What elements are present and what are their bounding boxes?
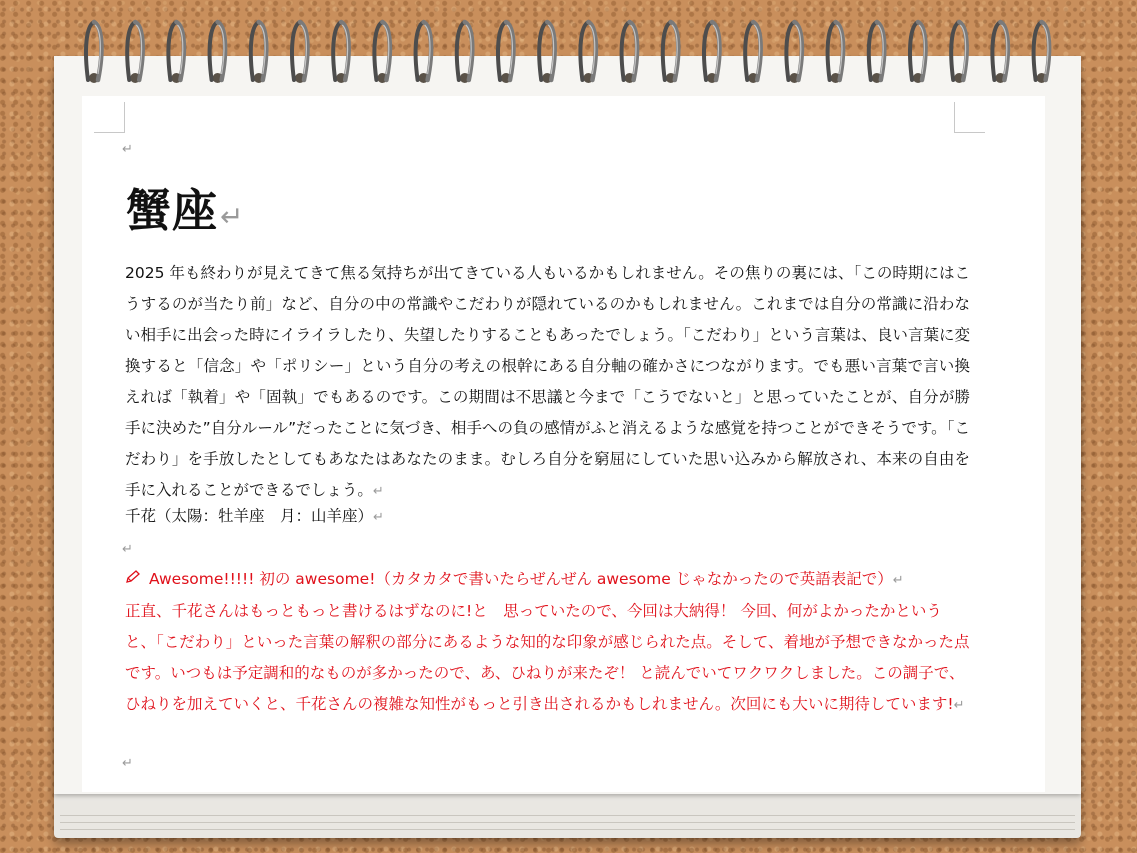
binding-ring xyxy=(745,22,760,83)
empty-paragraph[interactable] xyxy=(122,752,133,772)
title-text: 蟹座 xyxy=(126,184,219,237)
document-title[interactable] xyxy=(126,174,244,239)
paragraph-mark: ↵ xyxy=(373,510,384,525)
binding-ring xyxy=(1034,22,1049,83)
page-edge-line xyxy=(60,822,1075,823)
binding-wire-back xyxy=(539,22,547,80)
document-page xyxy=(82,96,1045,792)
body-text: 2025 年も終わりが見えてきて焦る気持ちが出てきている人もいるかもしれません。その焦りの裏には、「この時期にはこうするのが当たり前」など、自分の中の常識やこだわりが隠れているのかもしれません。これまでは自分の常識に沿わない相手に出会った時にイライラしたり、失望したりすることもあったでしょう。「こだわり」という言葉は、良い言葉に変換すると「信念」や「ポリシー」という自分の考えの根幹にある自分軸の確かさにつながります。でも悪い言葉で言い換えれば「執着」や「固執」でもあるのです。この期間は不思議と今まで「こうでないと」と思っていたことが、自分が勝手に決めた”自分ルール”だったことに気づき、相手への負の感情がふと消えるような感覚を持つことができそうです。「こだわり」を手放したとしてもあなたはあなたのまま。むしろ自分を窮屈にしていた思い込みから解放され、本来の自由を手に入れることができるでしょう。 xyxy=(125,264,970,499)
binding-ring xyxy=(622,22,637,83)
binding-ring xyxy=(374,22,389,83)
binding-ring xyxy=(704,22,719,83)
binding-wire-back xyxy=(374,22,382,80)
binding-ring xyxy=(828,22,843,83)
binding-wire-back xyxy=(910,22,918,80)
paragraph-mark: ↵ xyxy=(122,542,133,557)
binding-ring xyxy=(333,22,348,83)
paragraph-mark: ↵ xyxy=(953,698,965,713)
binding-wire-back xyxy=(457,22,465,80)
binding-wire-back xyxy=(251,22,259,80)
binding-ring xyxy=(580,22,595,83)
binding-wire-back xyxy=(498,22,506,80)
binding-wire-back xyxy=(704,22,712,80)
editor-comment[interactable] xyxy=(125,564,970,721)
binding-wire-back xyxy=(86,22,94,80)
binding-wire-back xyxy=(1034,22,1042,80)
paragraph-mark: ↵ xyxy=(220,200,245,233)
comment-body-text: 正直、千花さんはもっともっと書けるはずなのに!と 思っていたので、今回は大納得！ 今回、何がよかったかというと、「こだわり」といった言葉の解釈の部分にあるような知的な印象が感じられた点。そして、着地が予想できなかった点です。いつもは予定調和的なものが多かったので、あ、ひねりが来たぞ！ と読んでいてワクワクしました。この調子で、ひねりを加えていくと、千花さんの複雑な知性がもっと引き出されるかもしれません。次回にも大いに期待しています! xyxy=(125,602,970,713)
binding-ring xyxy=(992,22,1007,83)
binding-ring xyxy=(663,22,678,83)
binding-wire-back xyxy=(168,22,176,80)
body-paragraph[interactable] xyxy=(125,258,970,507)
binding-ring xyxy=(168,22,183,83)
binding-ring xyxy=(127,22,142,83)
comment-headline-text: Awesome!!!!! 初の awesome!（カタカタで書いたらぜんぜん awesome じゃなかったので英語表記で） xyxy=(149,570,893,588)
binding-wire-back xyxy=(786,22,794,80)
binding-ring xyxy=(498,22,513,83)
binding-wire-back xyxy=(333,22,341,80)
page-edge-line xyxy=(60,815,1075,816)
binding-ring xyxy=(416,22,431,83)
paragraph-mark: ↵ xyxy=(122,756,133,771)
author-signature[interactable] xyxy=(125,504,384,526)
binding-wire-back xyxy=(622,22,630,80)
signature-text: 千花（太陽：牡羊座 月：山羊座） xyxy=(125,507,374,525)
paragraph-mark: ↵ xyxy=(372,484,384,499)
binding-wire-back xyxy=(210,22,218,80)
margin-corner-mark xyxy=(954,102,985,133)
paragraph-mark: ↵ xyxy=(892,573,904,588)
binding-wire-back xyxy=(869,22,877,80)
binding-wire-back xyxy=(745,22,753,80)
empty-paragraph[interactable] xyxy=(122,138,133,158)
comment-headline xyxy=(125,564,970,596)
binding-ring xyxy=(251,22,266,83)
margin-corner-mark xyxy=(94,102,125,133)
binding-ring xyxy=(457,22,472,83)
pencil-icon-svg xyxy=(125,570,141,584)
page-edge-line xyxy=(60,829,1075,830)
binding-ring xyxy=(210,22,225,83)
binding-wire-back xyxy=(127,22,135,80)
binding-ring xyxy=(786,22,801,83)
binding-ring xyxy=(86,22,101,83)
binding-wire-back xyxy=(416,22,424,80)
binding-wire-back xyxy=(580,22,588,80)
binding-wire-back xyxy=(292,22,300,80)
binding-wire-back xyxy=(663,22,671,80)
binding-wire-back xyxy=(828,22,836,80)
pencil-icon xyxy=(125,564,141,595)
binding-wire-back xyxy=(992,22,1000,80)
binding-ring xyxy=(951,22,966,83)
binding-ring xyxy=(292,22,307,83)
comment-body xyxy=(125,596,970,721)
binding-ring xyxy=(539,22,554,83)
paragraph-mark: ↵ xyxy=(122,142,133,157)
spiral-binding xyxy=(0,0,1137,100)
binding-wire-back xyxy=(951,22,959,80)
binding-ring xyxy=(869,22,884,83)
binding-ring xyxy=(910,22,925,83)
empty-paragraph[interactable] xyxy=(122,538,133,558)
